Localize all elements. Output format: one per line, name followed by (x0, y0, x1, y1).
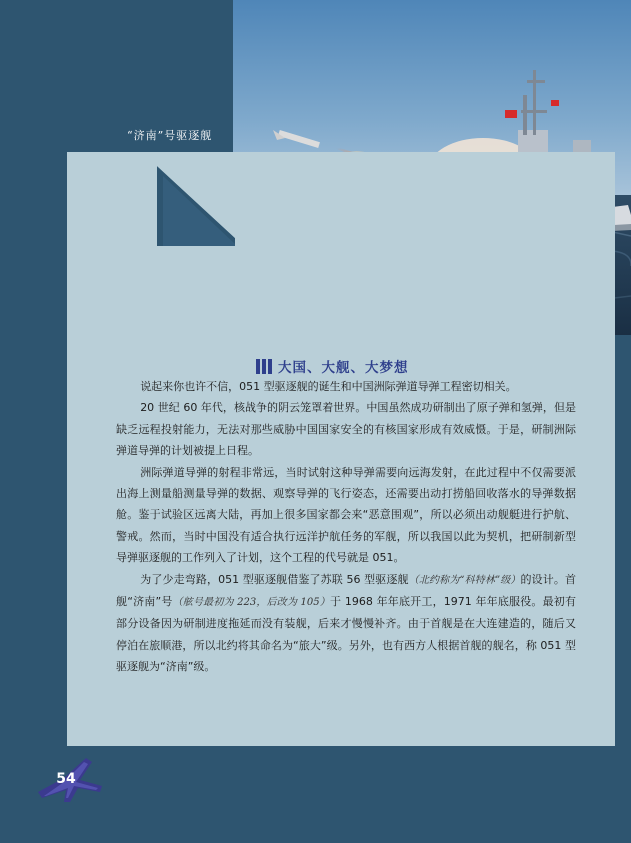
paragraph: 说起来你也许不信，051 型驱逐舰的诞生和中国洲际弹道导弹工程密切相关。 (140, 380, 517, 393)
paragraph: 洲际弹道导弹的射程非常远，当时试射这种导弹需要向远海发射，在此过程中不仅需要派出海上测量船测量导弹的数据、观察导弹的飞行姿态，还需要出动打捞船回收落水的导弹数据舱。鉴于试验区远离大陆，再加上很多国家都会来“恶意围观”，所以必须出动舰艇进行护航、警戒。然而，当时中国没有适合执行远洋护航任务的军舰，所以我国以此为契机，把研制新型导弹驱逐舰的工作列入了计划，这个工程的代号就是 051。 (116, 465, 576, 565)
inline-note: （北约称为“科特林”级） (408, 574, 521, 586)
paragraph-text: 于 1968 年年底开工，1971 年年底服役。最初有部分设备因为研制进度拖延而没有装舰，后来才慢慢补齐。由于首舰是在大连建造的，随后又停泊在旅顺港，所以北约将其命名为“旅大”级。另外，也有西方人根据首舰的舰名，称 051 型驱逐舰为“济南”级。 (116, 595, 577, 674)
paragraph: 20 世纪 60 年代，核战争的阴云笼罩着世界。中国虽然成功研制出了原子弹和氢弹，但是缺乏远程投射能力，无法对那些威胁中国国家安全的有核国家形成有效威慑。于是，研制洲际弹道导弹的计划被提上日程。 (116, 401, 576, 458)
heading-bars-icon (256, 359, 272, 374)
paragraph-text: 的设计。首舰“济南”号 (116, 572, 577, 609)
inline-note: （舷号最初为 223，后改为 105） (172, 597, 331, 609)
photo-corner-inset (157, 166, 235, 246)
photo-caption: “济南”号驱逐舰 (127, 129, 213, 142)
section-heading-text: 大国、大舰、大梦想 (278, 360, 409, 376)
article-body (116, 376, 576, 678)
paragraph (116, 569, 576, 678)
page-number: 54 (56, 771, 76, 787)
section-heading (256, 356, 409, 376)
paragraph-text: 为了少走弯路，051 型驱逐舰借鉴了苏联 56 型驱逐舰 (140, 572, 409, 586)
